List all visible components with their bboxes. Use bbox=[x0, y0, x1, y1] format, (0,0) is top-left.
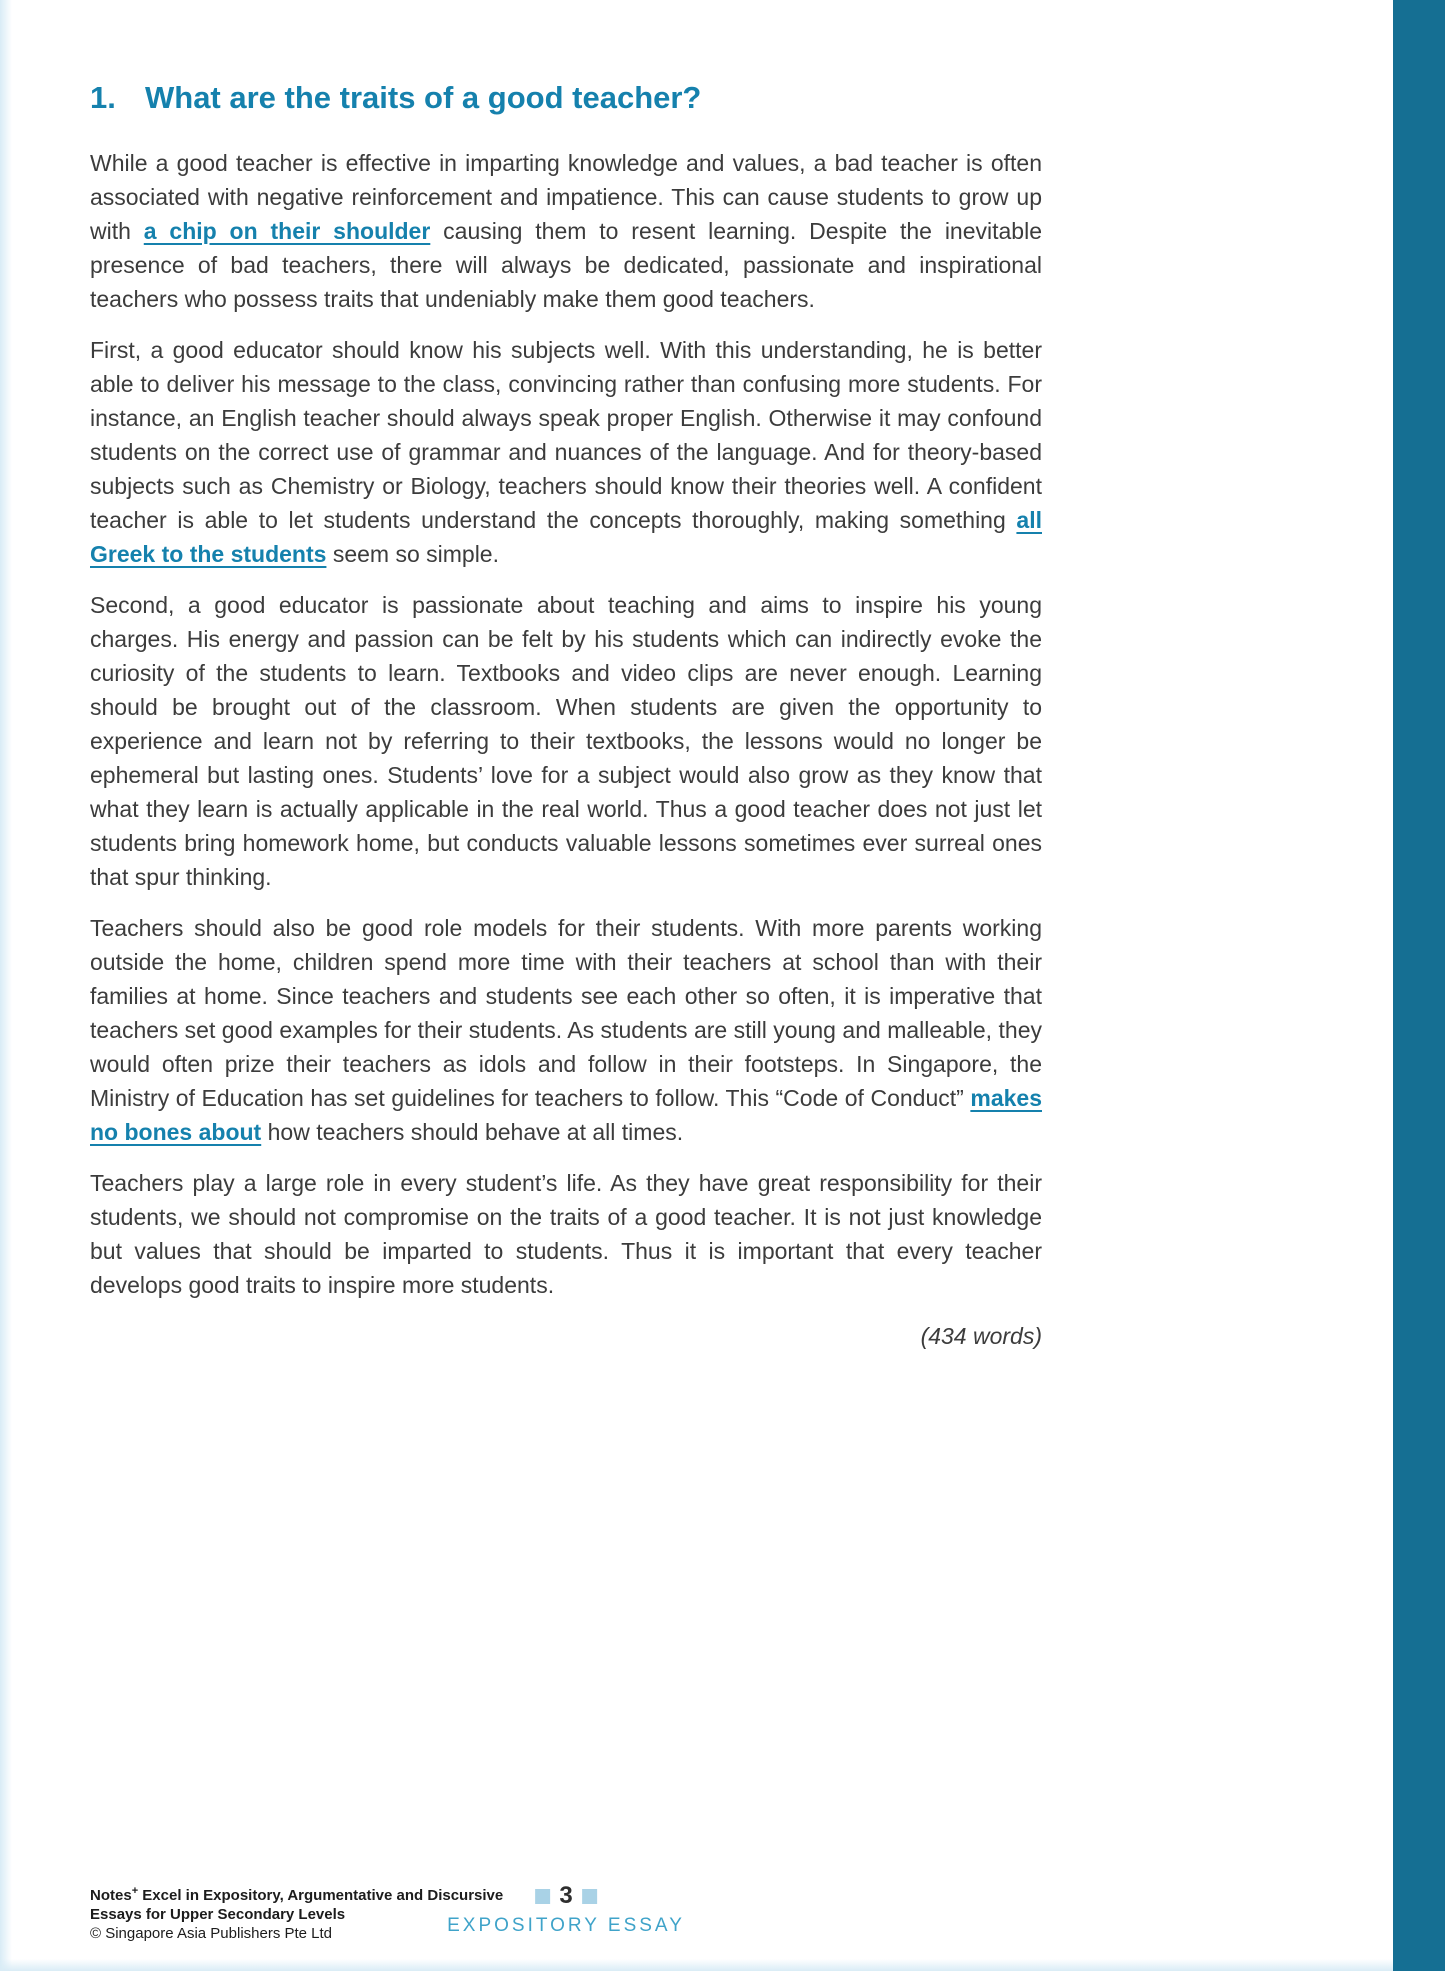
word-count: (434 words) bbox=[920, 1323, 1042, 1349]
publisher-imprint bbox=[90, 1882, 503, 1943]
left-edge-tint bbox=[0, 0, 12, 1971]
page-number: 3 bbox=[559, 1882, 573, 1909]
paragraph-5 bbox=[90, 1166, 1042, 1302]
paragraph-text: Second, a good educator is passionate about teaching and aims to inspire his young charges. His energy and passion can be felt by his students which can indirectly evoke the curiosity of the students to learn. Textbooks and video clips are never enough. Learning should be brought out of the classroom. When students are given the opportunity to experience and learn not by referring to their textbooks, the lessons would no longer be ephemeral but lasting ones. Students’ love for a subject would also grow as they know that what they learn is actually applicable in the real world. Thus a good teacher does not just let students bring homework home, but conducts valuable lessons sometimes ever surreal ones that spur thinking. bbox=[90, 592, 1042, 890]
paragraph-text: seem so simple. bbox=[326, 541, 499, 567]
heading-text: What are the traits of a good teacher? bbox=[145, 80, 702, 115]
paragraph-text: Teachers play a large role in every student’s life. As they have great responsibility for their students, we should not compromise on the traits of a good teacher. It is not just knowledge but values that should be imparted to students. Thus it is important that every teacher develops good traits to inspire more students. bbox=[90, 1170, 1042, 1298]
bottom-edge-tint bbox=[0, 1959, 1393, 1971]
page-number-block bbox=[447, 1884, 685, 1937]
essay-body bbox=[90, 146, 1042, 1353]
page-number-row bbox=[447, 1884, 685, 1908]
paragraph-text: how teachers should behave at all times. bbox=[261, 1119, 684, 1145]
page-footer bbox=[90, 1871, 1042, 1943]
paragraph-3 bbox=[90, 588, 1042, 894]
imprint-series-name: Notes bbox=[90, 1887, 132, 1904]
imprint-line-2: Essays for Upper Secondary Levels bbox=[90, 1906, 346, 1923]
idiom-link-chip-on-shoulder[interactable]: a chip on their shoulder bbox=[143, 218, 431, 244]
paragraph-text: Teachers should also be good role models for their students. With more parents working outside the home, children spend more time with their teachers at school than with their families at home. Since teachers and students see each other so often, it is imperative that teachers set good examples for their students. As students are still young and malleable, they would often prize their teachers as idols and follow in their footsteps. In Singapore, the Ministry of Education has set guidelines for teachers to follow. This “Code of Conduct” bbox=[90, 915, 1042, 1111]
imprint-line-1 bbox=[90, 1882, 503, 1905]
page-number-marker-right bbox=[582, 1889, 597, 1904]
idiom-link-no-bones-about[interactable]: makes no bones about bbox=[90, 1085, 1042, 1145]
imprint-line-3: © Singapore Asia Publishers Pte Ltd bbox=[90, 1925, 333, 1942]
right-edge-bar bbox=[1393, 0, 1445, 1971]
heading-number: 1. bbox=[90, 80, 116, 115]
paragraph-2 bbox=[90, 333, 1042, 571]
imprint-plus-mark: + bbox=[131, 1885, 139, 1897]
paragraph-text: causing them to resent learning. Despite the inevitable presence of bad teachers, there will always be dedicated, passionate and inspirational teachers who possess traits that undeniably make them good teachers. bbox=[90, 218, 1043, 312]
page-number-marker-left bbox=[535, 1889, 550, 1904]
paragraph-1 bbox=[90, 146, 1042, 316]
page-content bbox=[90, 80, 1042, 1353]
paragraph-text: First, a good educator should know his subjects well. With this understanding, he is better able to deliver his message to the class, convincing rather than confusing more students. For instance, an English teacher should always speak proper English. Otherwise it may confound students on the correct use of grammar and nuances of the language. And for theory-based subjects such as Chemistry or Biology, teachers should know their theories well. A confident teacher is able to let students understand the concepts thoroughly, making something bbox=[90, 337, 1042, 533]
page-title bbox=[90, 80, 1042, 116]
paragraph-4 bbox=[90, 911, 1042, 1149]
section-label: EXPOSITORY ESSAY bbox=[447, 1915, 685, 1936]
imprint-series-rest: Excel in Expository, Argumentative and Discursive bbox=[138, 1887, 504, 1904]
paragraph-text: While a good teacher is effective in imparting knowledge and values, a bad teacher is often associated with negative reinforcement and impatience. This can cause students to grow up with bbox=[90, 150, 1042, 244]
idiom-link-all-greek[interactable]: all Greek to the students bbox=[90, 507, 1042, 567]
